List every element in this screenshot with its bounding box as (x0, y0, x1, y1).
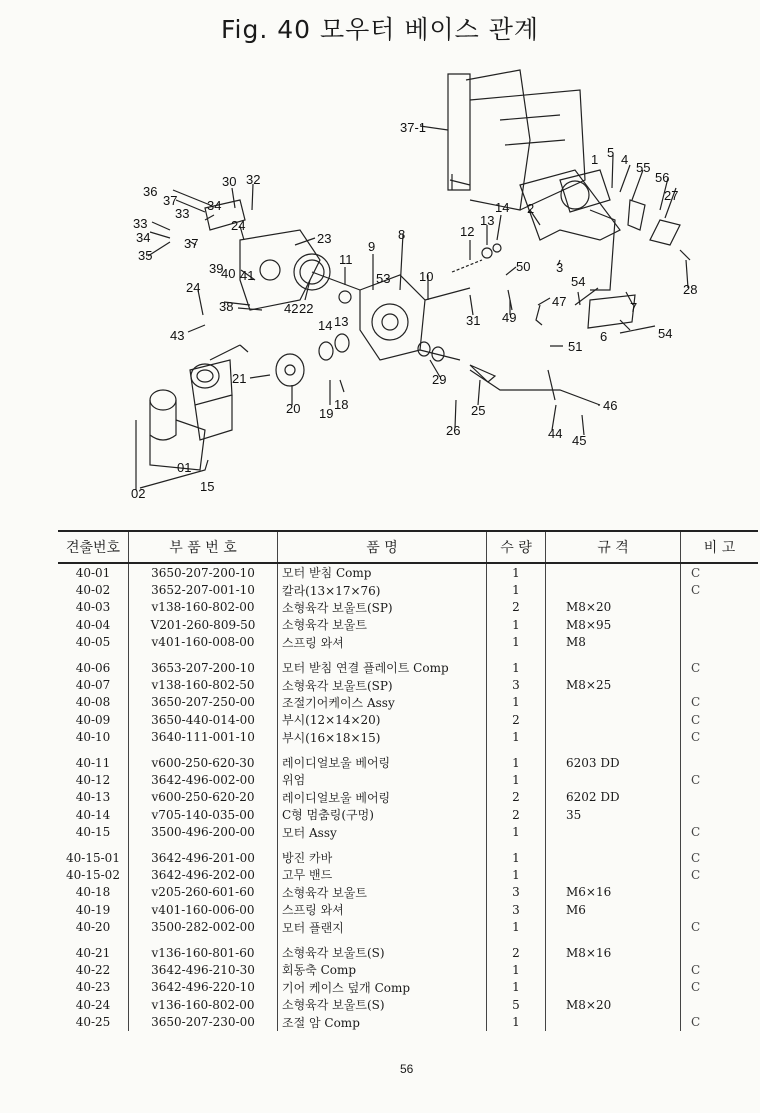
svg-text:7: 7 (630, 300, 638, 315)
part-number-cell: v138-160-802-00 (129, 599, 278, 616)
part-name-cell: 소형육각 보울트(SP) (278, 676, 487, 693)
part-number-cell: 3642-496-220-10 (129, 979, 278, 996)
part-number-cell: 3650-207-250-00 (129, 694, 278, 711)
spec-cell: 6202 DD (546, 789, 681, 806)
svg-text:12: 12 (460, 224, 475, 239)
table-row (58, 563, 758, 581)
part-name-cell: 스프링 와셔 (278, 634, 487, 651)
svg-text:33: 33 (133, 216, 148, 231)
part-name-cell: 소형육각 보울트(S) (278, 936, 487, 961)
svg-text:29: 29 (432, 372, 447, 387)
part-number-cell: 3650-207-200-10 (129, 563, 278, 581)
quantity-cell: 1 (487, 823, 546, 840)
spec-cell (546, 694, 681, 711)
quantity-cell: 1 (487, 1013, 546, 1030)
part-number-cell: v138-160-802-50 (129, 676, 278, 693)
ref-no-cell: 40-09 (75, 712, 111, 727)
remarks-cell (681, 676, 759, 693)
col-spec: 규 격 (546, 531, 681, 563)
spec-cell: M8×20 (546, 996, 681, 1013)
quantity-cell: 1 (487, 866, 546, 883)
spec-cell: M8×95 (546, 616, 681, 633)
svg-text:1: 1 (591, 152, 599, 167)
spec-cell (546, 1013, 681, 1030)
table-row (58, 806, 758, 823)
svg-text:10: 10 (419, 269, 434, 284)
svg-text:37: 37 (163, 193, 178, 208)
ref-no-cell: 40-23 (75, 980, 111, 995)
table-row (58, 676, 758, 693)
remarks-cell: C (681, 729, 759, 746)
spec-cell (546, 771, 681, 788)
svg-text:51: 51 (568, 339, 583, 354)
part-number-cell: 3642-496-210-30 (129, 961, 278, 978)
col-part-number: 부 품 번 호 (129, 531, 278, 563)
part-name-cell: 소형육각 보울트 (278, 616, 487, 633)
svg-text:49: 49 (502, 310, 517, 325)
svg-text:53: 53 (376, 271, 391, 286)
ref-no-cell: 40-25 (75, 1015, 111, 1030)
remarks-cell: C (681, 918, 759, 935)
svg-text:54: 54 (658, 326, 673, 341)
table-row (58, 746, 758, 771)
svg-text:42: 42 (284, 301, 299, 316)
ref-no-cell: 40-04 (75, 617, 111, 632)
quantity-cell: 2 (487, 599, 546, 616)
spec-cell (546, 581, 681, 598)
svg-text:44: 44 (548, 426, 563, 441)
ref-no-cell: 40-12 (75, 772, 111, 787)
remarks-cell (681, 884, 759, 901)
part-name-cell: 소형육각 보울트(S) (278, 996, 487, 1013)
part-number-cell: v705-140-035-00 (129, 806, 278, 823)
ref-no-cell: 40-07 (75, 678, 111, 693)
remarks-cell (681, 901, 759, 918)
part-name-cell: 회동축 Comp (278, 961, 487, 978)
table-row (58, 996, 758, 1013)
remarks-cell (681, 634, 759, 651)
spec-cell: M8×16 (546, 936, 681, 961)
remarks-cell (681, 806, 759, 823)
quantity-cell: 1 (487, 771, 546, 788)
part-name-cell: 부시(12×14×20) (278, 711, 487, 728)
part-number-cell: 3500-496-200-00 (129, 823, 278, 840)
svg-text:41: 41 (240, 268, 255, 283)
spec-cell: M6 (546, 901, 681, 918)
ref-no-cell: 40-01 (75, 565, 111, 580)
parts-table-body (58, 563, 758, 1031)
part-number-cell: v401-160-008-00 (129, 634, 278, 651)
part-number-cell: 3500-282-002-00 (129, 918, 278, 935)
table-row (58, 729, 758, 746)
ref-no-cell: 40-05 (75, 635, 111, 650)
svg-text:39: 39 (209, 261, 224, 276)
spec-cell (546, 841, 681, 866)
spec-cell: M8 (546, 634, 681, 651)
table-row (58, 936, 758, 961)
parts-table (58, 530, 758, 1031)
svg-text:22: 22 (299, 301, 314, 316)
table-row (58, 841, 758, 866)
svg-text:24: 24 (186, 280, 201, 295)
figure-title: Fig. 40 모우터 베이스 관계 (220, 15, 540, 44)
spec-cell: M6×16 (546, 884, 681, 901)
quantity-cell: 2 (487, 936, 546, 961)
remarks-cell: C (681, 823, 759, 840)
col-remarks: 비 고 (681, 531, 759, 563)
svg-text:33: 33 (175, 206, 190, 221)
part-number-cell: 3650-207-230-00 (129, 1013, 278, 1030)
svg-text:40: 40 (221, 266, 236, 281)
table-row (58, 599, 758, 616)
svg-text:34: 34 (207, 198, 222, 213)
ref-no-cell: 40-08 (75, 695, 111, 710)
table-row (58, 634, 758, 651)
page-number: 56 (400, 1062, 414, 1076)
remarks-cell: C (681, 979, 759, 996)
part-name-cell: 고무 밴드 (278, 866, 487, 883)
quantity-cell: 2 (487, 789, 546, 806)
ref-no-cell: 40-19 (75, 902, 111, 917)
svg-text:55: 55 (636, 160, 651, 175)
part-name-cell: 조절기어케이스 Assy (278, 694, 487, 711)
quantity-cell: 2 (487, 711, 546, 728)
part-name-cell: 부시(16×18×15) (278, 729, 487, 746)
svg-text:26: 26 (446, 423, 461, 438)
ref-no-cell: 40-18 (75, 885, 111, 900)
svg-text:36: 36 (143, 184, 158, 199)
svg-text:56: 56 (655, 170, 670, 185)
svg-text:45: 45 (572, 433, 587, 448)
svg-text:43: 43 (170, 328, 185, 343)
quantity-cell: 1 (487, 634, 546, 651)
part-name-cell: 모터 Assy (278, 823, 487, 840)
svg-text:23: 23 (317, 231, 332, 246)
part-name-cell: 방진 카바 (278, 841, 487, 866)
spec-cell: M8×25 (546, 676, 681, 693)
svg-text:9: 9 (368, 239, 376, 254)
table-row (58, 901, 758, 918)
remarks-cell: C (681, 961, 759, 978)
svg-text:25: 25 (471, 403, 486, 418)
remarks-cell (681, 996, 759, 1013)
svg-text:37: 37 (184, 236, 199, 251)
table-row (58, 581, 758, 598)
svg-text:14: 14 (495, 200, 510, 215)
svg-text:28: 28 (683, 282, 698, 297)
ref-no-cell: 40-03 (75, 600, 111, 615)
table-row (58, 694, 758, 711)
svg-text:13: 13 (480, 213, 495, 228)
quantity-cell: 1 (487, 616, 546, 633)
ref-no-cell: 40-02 (75, 583, 111, 598)
remarks-cell: C (681, 771, 759, 788)
spec-cell (546, 979, 681, 996)
svg-text:8: 8 (398, 227, 406, 242)
quantity-cell: 1 (487, 979, 546, 996)
svg-text:30: 30 (222, 174, 237, 189)
part-number-cell: v600-250-620-20 (129, 789, 278, 806)
ref-no-cell: 40-15 (75, 825, 111, 840)
remarks-cell: C (681, 563, 759, 581)
part-name-cell: 레이디얼보울 베어링 (278, 789, 487, 806)
ref-no-cell: 40-24 (75, 997, 111, 1012)
svg-text:01: 01 (177, 460, 192, 475)
quantity-cell: 1 (487, 581, 546, 598)
svg-text:13: 13 (334, 314, 349, 329)
part-number-cell: 3640-111-001-10 (129, 729, 278, 746)
svg-text:20: 20 (286, 401, 301, 416)
quantity-cell: 1 (487, 746, 546, 771)
quantity-cell: 1 (487, 694, 546, 711)
svg-text:15: 15 (200, 479, 215, 494)
part-number-cell: v401-160-006-00 (129, 901, 278, 918)
spec-cell (546, 563, 681, 581)
spec-cell: M8×20 (546, 599, 681, 616)
part-name-cell: 모터 받침 연결 플레이트 Comp (278, 651, 487, 676)
spec-cell (546, 961, 681, 978)
part-name-cell: 소형육각 보울트 (278, 884, 487, 901)
svg-text:46: 46 (603, 398, 618, 413)
spec-cell (546, 866, 681, 883)
svg-text:47: 47 (552, 294, 567, 309)
part-name-cell: 기어 케이스 덮개 Comp (278, 979, 487, 996)
ref-no-cell: 40-20 (75, 920, 111, 935)
ref-no-cell: 40-14 (75, 807, 111, 822)
quantity-cell: 3 (487, 676, 546, 693)
part-name-cell: 모터 플랜지 (278, 918, 487, 935)
part-number-cell: v600-250-620-30 (129, 746, 278, 771)
quantity-cell: 1 (487, 918, 546, 935)
ref-no-cell: 40-11 (75, 755, 111, 770)
part-name-cell: 위엄 (278, 771, 487, 788)
part-number-cell: 3652-207-001-10 (129, 581, 278, 598)
table-row (58, 771, 758, 788)
ref-no-cell: 40-22 (75, 962, 111, 977)
remarks-cell (681, 616, 759, 633)
table-row (58, 918, 758, 935)
table-row (58, 823, 758, 840)
spec-cell (546, 918, 681, 935)
quantity-cell: 1 (487, 651, 546, 676)
svg-text:3: 3 (556, 260, 564, 275)
table-row (58, 651, 758, 676)
part-name-cell: 칼라(13×17×76) (278, 581, 487, 598)
quantity-cell: 1 (487, 563, 546, 581)
svg-text:27: 27 (664, 188, 679, 203)
svg-text:50: 50 (516, 259, 531, 274)
table-row (58, 866, 758, 883)
svg-text:6: 6 (600, 329, 608, 344)
remarks-cell: C (681, 711, 759, 728)
col-part-name: 품 명 (278, 531, 487, 563)
spec-cell: 35 (546, 806, 681, 823)
remarks-cell (681, 789, 759, 806)
quantity-cell: 5 (487, 996, 546, 1013)
ref-no-cell: 40-15-02 (66, 867, 120, 882)
part-number-cell: 3650-440-014-00 (129, 711, 278, 728)
svg-text:11: 11 (339, 252, 353, 267)
remarks-cell: C (681, 694, 759, 711)
part-number-cell: 3642-496-201-00 (129, 841, 278, 866)
ref-no-cell: 40-15-01 (66, 850, 120, 865)
table-row (58, 616, 758, 633)
col-quantity: 수 량 (487, 531, 546, 563)
quantity-cell: 1 (487, 841, 546, 866)
svg-text:14: 14 (318, 318, 333, 333)
svg-text:38: 38 (219, 299, 234, 314)
parts-table-header (58, 531, 758, 563)
part-name-cell: 소형육각 보울트(SP) (278, 599, 487, 616)
part-number-cell: 3642-496-202-00 (129, 866, 278, 883)
spec-cell (546, 711, 681, 728)
part-number-cell: v205-260-601-60 (129, 884, 278, 901)
part-name-cell: 조절 암 Comp (278, 1013, 487, 1030)
remarks-cell: C (681, 651, 759, 676)
svg-text:4: 4 (621, 152, 629, 167)
remarks-cell: C (681, 1013, 759, 1030)
quantity-cell: 1 (487, 729, 546, 746)
ref-no-cell: 40-10 (75, 730, 111, 745)
remarks-cell: C (681, 841, 759, 866)
svg-text:54: 54 (571, 274, 586, 289)
table-row (58, 789, 758, 806)
part-number-cell: v136-160-801-60 (129, 936, 278, 961)
part-number-cell: 3642-496-002-00 (129, 771, 278, 788)
quantity-cell: 3 (487, 901, 546, 918)
ref-no-cell: 40-21 (75, 945, 111, 960)
svg-text:24: 24 (231, 218, 246, 233)
quantity-cell: 3 (487, 884, 546, 901)
svg-text:37-1: 37-1 (400, 120, 427, 135)
svg-text:35: 35 (138, 248, 153, 263)
spec-cell (546, 651, 681, 676)
exploded-parts-diagram (0, 60, 760, 520)
table-row (58, 711, 758, 728)
part-name-cell: 스프링 와셔 (278, 901, 487, 918)
svg-text:18: 18 (334, 397, 349, 412)
quantity-cell: 2 (487, 806, 546, 823)
svg-text:5: 5 (607, 145, 615, 160)
spec-cell (546, 729, 681, 746)
svg-text:02: 02 (131, 486, 146, 501)
part-name-cell: C형 멈춤링(구멍) (278, 806, 487, 823)
remarks-cell: C (681, 581, 759, 598)
col-ref-no: 견출번호 (58, 531, 129, 563)
table-row (58, 961, 758, 978)
svg-text:34: 34 (136, 230, 151, 245)
ref-no-cell: 40-06 (75, 660, 111, 675)
part-number-cell: v136-160-802-00 (129, 996, 278, 1013)
spec-cell: 6203 DD (546, 746, 681, 771)
table-row (58, 979, 758, 996)
svg-text:31: 31 (466, 313, 481, 328)
svg-text:21: 21 (232, 371, 247, 386)
svg-text:32: 32 (246, 172, 261, 187)
remarks-cell (681, 936, 759, 961)
svg-text:19: 19 (319, 406, 334, 421)
ref-no-cell: 40-13 (75, 790, 111, 805)
table-row (58, 1013, 758, 1030)
part-name-cell: 레이디얼보울 베어링 (278, 746, 487, 771)
part-name-cell: 모터 받침 Comp (278, 563, 487, 581)
remarks-cell (681, 599, 759, 616)
quantity-cell: 1 (487, 961, 546, 978)
table-row (58, 884, 758, 901)
remarks-cell: C (681, 866, 759, 883)
part-number-cell: 3653-207-200-10 (129, 651, 278, 676)
remarks-cell (681, 746, 759, 771)
part-number-cell: V201-260-809-50 (129, 616, 278, 633)
svg-text:2: 2 (527, 201, 535, 216)
spec-cell (546, 823, 681, 840)
